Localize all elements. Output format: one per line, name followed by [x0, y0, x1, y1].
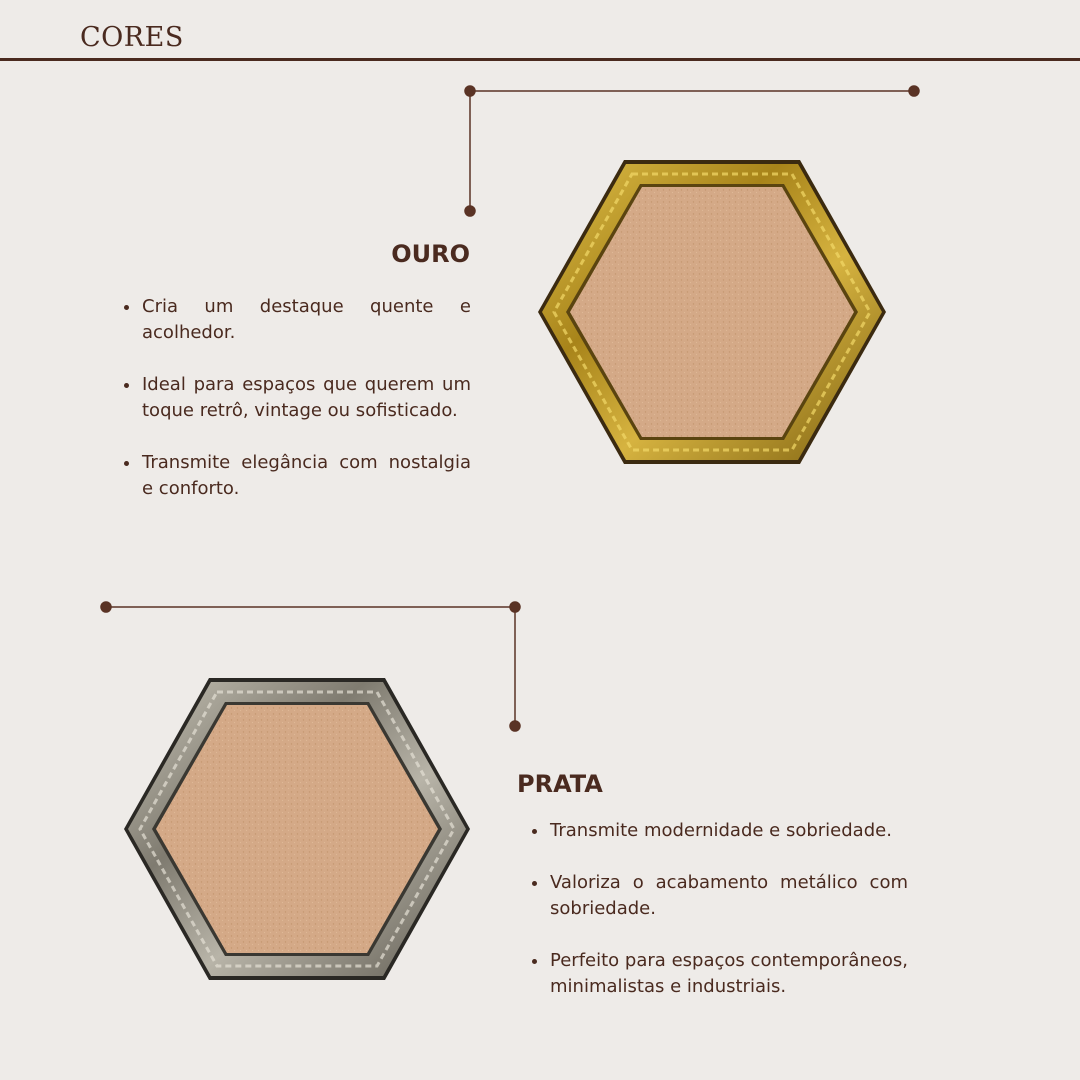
page-title: CORES [80, 22, 184, 53]
gold-hexagon-frame [536, 158, 888, 466]
list-item: Transmite modernidade e sobriedade. [530, 818, 908, 844]
bullet-list-ouro [122, 294, 471, 528]
silver-hexagon-frame [122, 676, 472, 982]
list-item: Valoriza o acabamento metálico com sobriedade. [530, 870, 908, 922]
list-item: Ideal para espaços que querem um toque retrô, vintage ou sofisticado. [122, 372, 471, 424]
list-item: Transmite elegância com nostalgia e conforto. [122, 450, 471, 502]
section-title-ouro: OURO [391, 240, 470, 268]
bullet-list-prata [530, 818, 908, 1026]
section-title-prata: PRATA [517, 770, 603, 798]
list-item: Perfeito para espaços contemporâneos, minimalistas e industriais. [530, 948, 908, 1000]
list-item: Cria um destaque quente e acolhedor. [122, 294, 471, 346]
